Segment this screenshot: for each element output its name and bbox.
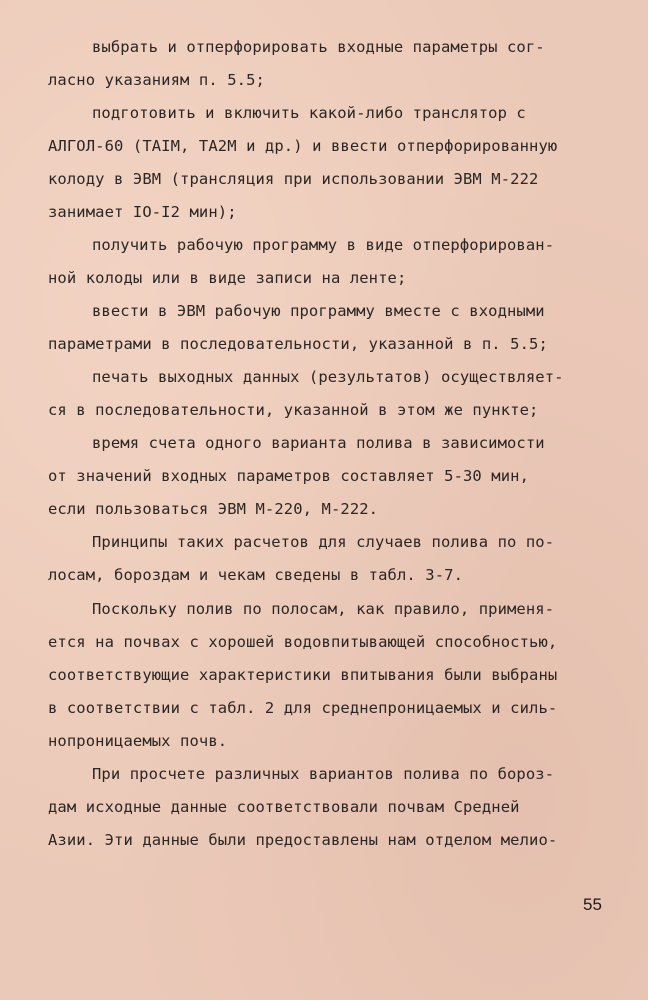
text-line: Азии. Эти данные были предоставлены нам отделом мелио- (48, 831, 558, 849)
text-line: соответствующие характеристики впитывания были выбраны (48, 666, 558, 684)
text-line: При просчете различных вариантов полива по бороз- (92, 765, 555, 783)
text-line: ется на почвах с хорошей водовпитывающей способностью, (48, 633, 558, 651)
text-line: АЛГОЛ-60 (ТАIМ, ТА2М и др.) и ввести отперфорированную (48, 137, 558, 155)
text-line: выбрать и отперфорировать входные параметры сог- (92, 38, 545, 56)
text-line: от значений входных параметров составляет 5-30 мин, (48, 467, 530, 485)
text-line: занимает IO-I2 мин); (48, 203, 237, 221)
text-line: колоду в ЭВМ (трансляция при использовании ЭВМ М-222 (48, 170, 539, 188)
text-line: печать выходных данных (результатов) осуществляет- (92, 368, 564, 386)
text-line: в соответствии с табл. 2 для среднепроницаемых и силь- (48, 699, 558, 717)
text-line: ной колоды или в виде записи на ленте; (48, 269, 407, 287)
text-line: ся в последовательности, указанной в этом же пункте; (48, 401, 539, 419)
text-line: Поскольку полив по полосам, как правило, применя- (92, 600, 555, 618)
text-line: ласно указаниям п. 5.5; (48, 71, 265, 89)
text-line: ввести в ЭВМ рабочую программу вместе с входными (92, 302, 545, 320)
page-number: 55 (583, 895, 602, 914)
text-line: время счета одного варианта полива в зависимости (92, 434, 545, 452)
text-line: Принципы таких расчетов для случаев полива по по- (92, 533, 555, 551)
text-line: лосам, бороздам и чекам сведены в табл. 3-7. (48, 566, 463, 584)
text-line: дам исходные данные соответствовали почвам Средней (48, 798, 520, 816)
text-line: получить рабочую программу в виде отперфорирован- (92, 236, 555, 254)
text-line: подготовить и включить какой-либо транслятор с (92, 104, 526, 122)
text-line: нопроницаемых почв. (48, 732, 228, 750)
text-line: если пользоваться ЭВМ М-220, М-222. (48, 500, 379, 518)
text-line: параметрами в последовательности, указанной в п. 5.5; (48, 335, 548, 353)
